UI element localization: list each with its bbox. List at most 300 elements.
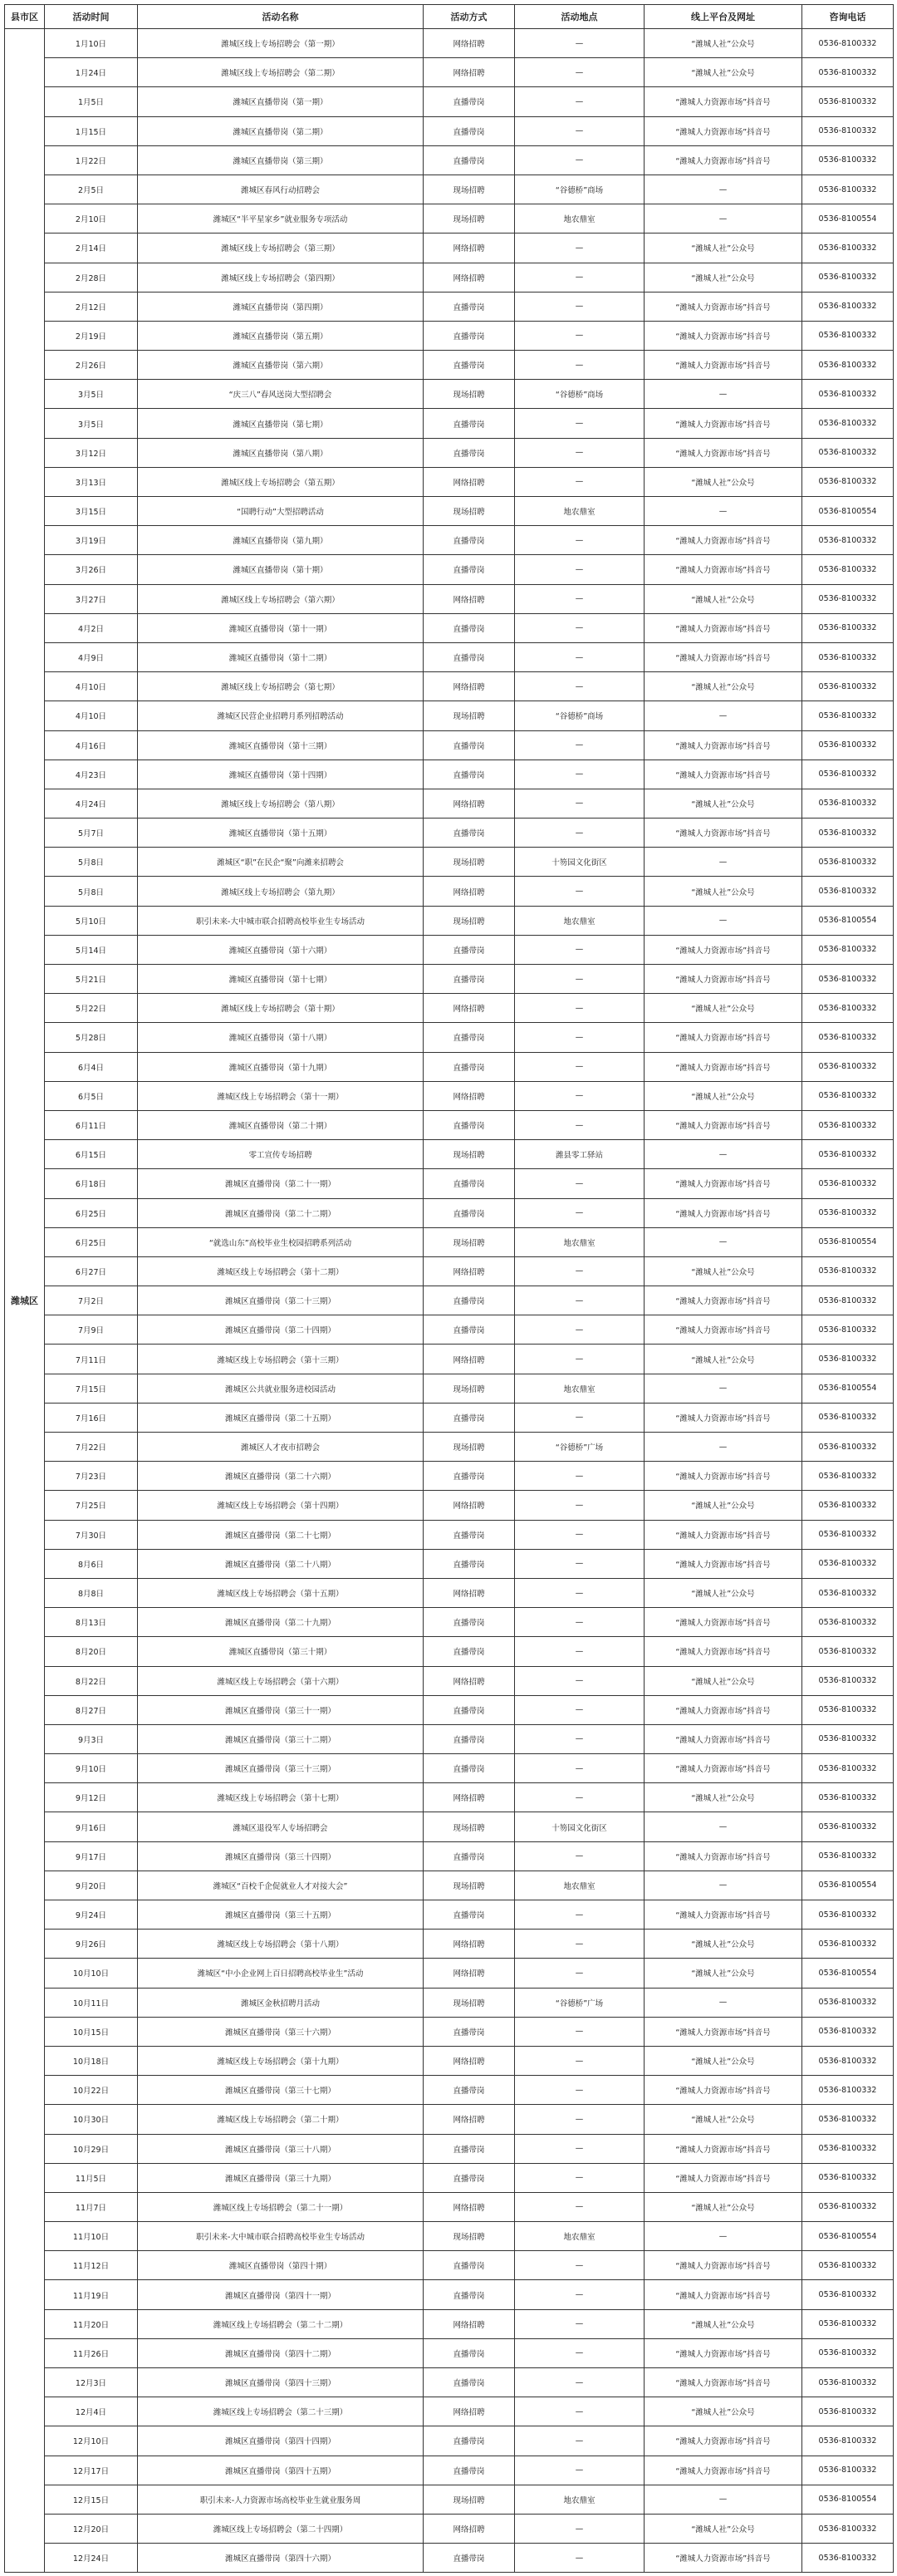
table-row <box>5 2280 894 2309</box>
table-row <box>5 2134 894 2163</box>
cell-method: 网络招聘 <box>424 1578 515 1607</box>
table-row <box>5 1403 894 1432</box>
cell-activity-name: 潍城区线上专场招聘会（第十八期） <box>138 1930 424 1959</box>
cell-date: 1月22日 <box>45 145 138 175</box>
cell-method: 直播带岗 <box>424 819 515 848</box>
cell-method: 现场招聘 <box>424 2485 515 2514</box>
cell-phone: 0536-8100332 <box>802 1754 894 1783</box>
cell-activity-name: 潍城区线上专场招聘会（第二十四期） <box>138 2514 424 2543</box>
cell-method: 直播带岗 <box>424 1724 515 1753</box>
cell-phone: 0536-8100332 <box>802 1198 894 1227</box>
cell-method: 现场招聘 <box>424 2222 515 2251</box>
cell-phone: 0536-8100332 <box>802 2105 894 2134</box>
cell-date: 8月8日 <box>45 1578 138 1607</box>
cell-phone: 0536-8100332 <box>802 1462 894 1491</box>
cell-county: 潍城区 <box>5 29 45 2573</box>
cell-activity-name: 潍城区人才夜市招聘会 <box>138 1433 424 1462</box>
table-row <box>5 380 894 409</box>
cell-date: 7月9日 <box>45 1315 138 1345</box>
cell-phone: 0536-8100332 <box>802 555 894 584</box>
cell-date: 2月10日 <box>45 204 138 234</box>
table-row <box>5 819 894 848</box>
cell-phone: 0536-8100332 <box>802 1608 894 1637</box>
table-body <box>5 29 894 2573</box>
cell-phone: 0536-8100332 <box>802 2251 894 2280</box>
cell-date: 12月24日 <box>45 2544 138 2573</box>
cell-venue: — <box>515 2105 645 2134</box>
cell-platform: “潍城人社”公众号 <box>645 1666 802 1695</box>
table-row <box>5 1724 894 1753</box>
table-row <box>5 1374 894 1403</box>
cell-phone: 0536-8100332 <box>802 1023 894 1052</box>
cell-activity-name: 零工宣传专场招聘 <box>138 1140 424 1169</box>
cell-method: 现场招聘 <box>424 204 515 234</box>
cell-phone: 0536-8100332 <box>802 234 894 263</box>
cell-platform: “潍城人力资源市场”抖音号 <box>645 1403 802 1432</box>
cell-date: 11月12日 <box>45 2251 138 2280</box>
cell-activity-name: 潍城区线上专场招聘会（第二十三期） <box>138 2397 424 2426</box>
cell-venue: — <box>515 351 645 380</box>
cell-venue: — <box>515 2397 645 2426</box>
cell-method: 直播带岗 <box>424 1754 515 1783</box>
cell-phone: 0536-8100332 <box>802 2456 894 2485</box>
cell-platform: “潍城人力资源市场”抖音号 <box>645 145 802 175</box>
cell-method: 网络招聘 <box>424 1666 515 1695</box>
cell-date: 5月21日 <box>45 965 138 994</box>
cell-venue: — <box>515 613 645 642</box>
cell-venue: — <box>515 1783 645 1812</box>
cell-platform: — <box>645 1871 802 1900</box>
cell-venue: — <box>515 642 645 671</box>
cell-method: 直播带岗 <box>424 2134 515 2163</box>
cell-method: 直播带岗 <box>424 1169 515 1198</box>
cell-method: 直播带岗 <box>424 730 515 760</box>
cell-venue: “谷德桥”商场 <box>515 701 645 730</box>
cell-phone: 0536-8100332 <box>802 701 894 730</box>
cell-method: 直播带岗 <box>424 1637 515 1666</box>
cell-method: 现场招聘 <box>424 1988 515 2017</box>
cell-venue: — <box>515 87 645 116</box>
cell-platform: — <box>645 701 802 730</box>
table-row <box>5 584 894 613</box>
cell-platform: “潍城人社”公众号 <box>645 2309 802 2338</box>
cell-venue: — <box>515 1900 645 1930</box>
cell-venue: — <box>515 2251 645 2280</box>
cell-platform: “潍城人力资源市场”抖音号 <box>645 2280 802 2309</box>
cell-phone: 0536-8100332 <box>802 1081 894 1110</box>
cell-activity-name: 潍城区直播带岗（第二十一期） <box>138 1169 424 1198</box>
cell-phone: 0536-8100332 <box>802 1578 894 1607</box>
cell-phone: 0536-8100554 <box>802 2222 894 2251</box>
table-row <box>5 1227 894 1256</box>
cell-activity-name: 潍城区“职”在民企“聚”向潍来招聘会 <box>138 848 424 877</box>
cell-venue: — <box>515 234 645 263</box>
cell-date: 9月24日 <box>45 1900 138 1930</box>
table-row <box>5 58 894 87</box>
cell-date: 3月12日 <box>45 438 138 467</box>
cell-platform: “潍城人社”公众号 <box>645 2105 802 2134</box>
cell-activity-name: 潍城区直播带岗（第三十四期） <box>138 1841 424 1871</box>
cell-venue: 地农鼎室 <box>515 1374 645 1403</box>
cell-phone: 0536-8100332 <box>802 730 894 760</box>
cell-phone: 0536-8100332 <box>802 613 894 642</box>
cell-method: 直播带岗 <box>424 292 515 321</box>
table-row <box>5 116 894 145</box>
cell-date: 9月26日 <box>45 1930 138 1959</box>
cell-date: 4月9日 <box>45 642 138 671</box>
cell-date: 3月26日 <box>45 555 138 584</box>
table-row <box>5 292 894 321</box>
cell-platform: “潍城人力资源市场”抖音号 <box>645 1637 802 1666</box>
cell-venue: — <box>515 1959 645 1988</box>
cell-method: 直播带岗 <box>424 321 515 350</box>
cell-venue: 地农鼎室 <box>515 2485 645 2514</box>
cell-phone: 0536-8100332 <box>802 877 894 906</box>
cell-venue: “谷德桥”广场 <box>515 1433 645 1462</box>
cell-phone: 0536-8100332 <box>802 116 894 145</box>
cell-venue: — <box>515 1491 645 1520</box>
cell-phone: 0536-8100332 <box>802 1315 894 1345</box>
cell-phone: 0536-8100332 <box>802 1841 894 1871</box>
table-row <box>5 29 894 58</box>
cell-date: 1月24日 <box>45 58 138 87</box>
table-row <box>5 994 894 1023</box>
cell-method: 网络招聘 <box>424 1491 515 1520</box>
table-row <box>5 321 894 350</box>
table-row <box>5 1345 894 1374</box>
cell-activity-name: 潍城区直播带岗（第三十七期） <box>138 2076 424 2105</box>
cell-venue: 十笏园文化街区 <box>515 848 645 877</box>
cell-method: 网络招聘 <box>424 994 515 1023</box>
cell-venue: — <box>515 292 645 321</box>
cell-venue: — <box>515 263 645 292</box>
cell-date: 1月15日 <box>45 116 138 145</box>
cell-activity-name: 潍城区线上专场招聘会（第十期） <box>138 994 424 1023</box>
cell-date: 3月13日 <box>45 467 138 496</box>
cell-date: 9月10日 <box>45 1754 138 1783</box>
cell-venue: — <box>515 116 645 145</box>
cell-phone: 0536-8100554 <box>802 1374 894 1403</box>
table-row <box>5 2046 894 2075</box>
cell-method: 网络招聘 <box>424 2514 515 2543</box>
cell-method: 网络招聘 <box>424 263 515 292</box>
table-row <box>5 2309 894 2338</box>
cell-activity-name: 潍城区直播带岗（第九期） <box>138 526 424 555</box>
table-row <box>5 1433 894 1462</box>
cell-venue: — <box>515 1023 645 1052</box>
cell-phone: 0536-8100332 <box>802 2368 894 2397</box>
cell-activity-name: 潍城区线上专场招聘会（第一期） <box>138 29 424 58</box>
table-row <box>5 2163 894 2192</box>
table-row <box>5 1052 894 1081</box>
cell-method: 直播带岗 <box>424 116 515 145</box>
cell-activity-name: 潍城区直播带岗（第三十一期） <box>138 1695 424 1724</box>
cell-date: 6月18日 <box>45 1169 138 1198</box>
table-row <box>5 1140 894 1169</box>
cell-date: 6月27日 <box>45 1256 138 1286</box>
cell-activity-name: 潍城区线上专场招聘会（第十四期） <box>138 1491 424 1520</box>
cell-date: 4月16日 <box>45 730 138 760</box>
cell-activity-name: 潍城区直播带岗（第四十五期） <box>138 2456 424 2485</box>
cell-phone: 0536-8100332 <box>802 2309 894 2338</box>
table-row <box>5 1871 894 1900</box>
cell-method: 现场招聘 <box>424 1374 515 1403</box>
cell-venue: — <box>515 672 645 701</box>
table-row <box>5 497 894 526</box>
table-row <box>5 1959 894 1988</box>
cell-platform: — <box>645 1812 802 1841</box>
cell-date: 7月15日 <box>45 1374 138 1403</box>
cell-date: 7月2日 <box>45 1286 138 1315</box>
table-row <box>5 2456 894 2485</box>
cell-method: 直播带岗 <box>424 760 515 789</box>
cell-activity-name: 潍城区直播带岗（第三十六期） <box>138 2017 424 2046</box>
cell-date: 9月20日 <box>45 1871 138 1900</box>
cell-method: 网络招聘 <box>424 1783 515 1812</box>
cell-phone: 0536-8100332 <box>802 2544 894 2573</box>
cell-activity-name: 潍城区“半平星家乡”就业服务专项活动 <box>138 204 424 234</box>
cell-method: 直播带岗 <box>424 1110 515 1139</box>
table-row <box>5 2544 894 2573</box>
cell-date: 4月2日 <box>45 613 138 642</box>
table-row <box>5 701 894 730</box>
cell-platform: “潍城人社”公众号 <box>645 2514 802 2543</box>
cell-phone: 0536-8100332 <box>802 2134 894 2163</box>
table-row <box>5 2017 894 2046</box>
cell-venue: — <box>515 438 645 467</box>
table-row <box>5 965 894 994</box>
table-row <box>5 2397 894 2426</box>
table-row <box>5 1783 894 1812</box>
cell-method: 网络招聘 <box>424 1930 515 1959</box>
cell-venue: — <box>515 1724 645 1753</box>
cell-method: 直播带岗 <box>424 1315 515 1345</box>
cell-activity-name: 潍城区线上专场招聘会（第二十二期） <box>138 2309 424 2338</box>
table-row <box>5 848 894 877</box>
cell-activity-name: 潍城区线上专场招聘会（第四期） <box>138 263 424 292</box>
cell-method: 直播带岗 <box>424 1052 515 1081</box>
table-row <box>5 642 894 671</box>
table-row <box>5 613 894 642</box>
cell-platform: — <box>645 497 802 526</box>
cell-venue: — <box>515 409 645 438</box>
cell-venue: — <box>515 1052 645 1081</box>
cell-venue: — <box>515 1169 645 1198</box>
cell-phone: 0536-8100332 <box>802 2163 894 2192</box>
cell-platform: “潍城人社”公众号 <box>645 58 802 87</box>
cell-phone: 0536-8100332 <box>802 1256 894 1286</box>
cell-activity-name: 潍城区直播带岗（第三十期） <box>138 1637 424 1666</box>
table-row <box>5 1110 894 1139</box>
cell-venue: — <box>515 760 645 789</box>
cell-phone: 0536-8100332 <box>802 292 894 321</box>
cell-activity-name: 潍城区线上专场招聘会（第十三期） <box>138 1345 424 1374</box>
cell-activity-name: 潍城区线上专场招聘会（第十六期） <box>138 1666 424 1695</box>
cell-method: 直播带岗 <box>424 2368 515 2397</box>
cell-platform: “潍城人社”公众号 <box>645 234 802 263</box>
table-row <box>5 2222 894 2251</box>
cell-method: 网络招聘 <box>424 2046 515 2075</box>
cell-venue: — <box>515 1520 645 1549</box>
cell-platform: “潍城人力资源市场”抖音号 <box>645 1754 802 1783</box>
cell-method: 直播带岗 <box>424 1286 515 1315</box>
cell-method: 直播带岗 <box>424 87 515 116</box>
cell-date: 6月25日 <box>45 1198 138 1227</box>
cell-date: 7月25日 <box>45 1491 138 1520</box>
cell-date: 7月23日 <box>45 1462 138 1491</box>
cell-method: 直播带岗 <box>424 1841 515 1871</box>
cell-venue: — <box>515 1081 645 1110</box>
cell-phone: 0536-8100332 <box>802 438 894 467</box>
cell-date: 6月25日 <box>45 1227 138 1256</box>
cell-date: 3月27日 <box>45 584 138 613</box>
cell-date: 10月30日 <box>45 2105 138 2134</box>
cell-platform: “潍城人社”公众号 <box>645 877 802 906</box>
cell-phone: 0536-8100332 <box>802 526 894 555</box>
table-row <box>5 526 894 555</box>
cell-activity-name: 潍城区直播带岗（第十一期） <box>138 613 424 642</box>
cell-date: 9月17日 <box>45 1841 138 1871</box>
cell-date: 10月22日 <box>45 2076 138 2105</box>
cell-phone: 0536-8100332 <box>802 1286 894 1315</box>
cell-phone: 0536-8100332 <box>802 467 894 496</box>
cell-method: 直播带岗 <box>424 1198 515 1227</box>
cell-venue: — <box>515 2456 645 2485</box>
header-row <box>5 5 894 29</box>
cell-phone: 0536-8100554 <box>802 2485 894 2514</box>
cell-activity-name: 潍城区民营企业招聘月系列招聘活动 <box>138 701 424 730</box>
cell-method: 直播带岗 <box>424 2544 515 2573</box>
cell-platform: “潍城人力资源市场”抖音号 <box>645 1549 802 1578</box>
cell-activity-name: 潍城区直播带岗（第四期） <box>138 292 424 321</box>
table-row <box>5 1608 894 1637</box>
cell-method: 直播带岗 <box>424 1695 515 1724</box>
cell-phone: 0536-8100332 <box>802 789 894 818</box>
cell-phone: 0536-8100554 <box>802 1227 894 1256</box>
cell-phone: 0536-8100332 <box>802 1520 894 1549</box>
cell-date: 12月4日 <box>45 2397 138 2426</box>
table-row <box>5 409 894 438</box>
cell-phone: 0536-8100332 <box>802 1433 894 1462</box>
cell-venue: — <box>515 2163 645 2192</box>
cell-method: 网络招聘 <box>424 672 515 701</box>
cell-activity-name: 潍城区线上专场招聘会（第七期） <box>138 672 424 701</box>
cell-venue: — <box>515 584 645 613</box>
cell-phone: 0536-8100332 <box>802 145 894 175</box>
cell-method: 直播带岗 <box>424 2456 515 2485</box>
cell-date: 5月10日 <box>45 906 138 935</box>
cell-venue: — <box>515 555 645 584</box>
cell-date: 8月13日 <box>45 1608 138 1637</box>
table-row <box>5 2251 894 2280</box>
cell-activity-name: 潍城区直播带岗（第二十六期） <box>138 1462 424 1491</box>
cell-activity-name: 潍城区线上专场招聘会（第十九期） <box>138 2046 424 2075</box>
cell-activity-name: 潍城区线上专场招聘会（第二期） <box>138 58 424 87</box>
cell-venue: — <box>515 1110 645 1139</box>
cell-venue: — <box>515 321 645 350</box>
cell-activity-name: 潍城区直播带岗（第四十三期） <box>138 2368 424 2397</box>
cell-platform: “潍城人力资源市场”抖音号 <box>645 1023 802 1052</box>
cell-phone: 0536-8100332 <box>802 2280 894 2309</box>
cell-activity-name: 潍城区线上专场招聘会（第十一期） <box>138 1081 424 1110</box>
cell-date: 7月30日 <box>45 1520 138 1549</box>
cell-venue: 地农鼎室 <box>515 906 645 935</box>
cell-venue: 地农鼎室 <box>515 497 645 526</box>
cell-method: 直播带岗 <box>424 1403 515 1432</box>
cell-platform: “潍城人力资源市场”抖音号 <box>645 351 802 380</box>
cell-platform: “潍城人社”公众号 <box>645 1345 802 1374</box>
cell-platform: — <box>645 906 802 935</box>
cell-method: 直播带岗 <box>424 526 515 555</box>
cell-activity-name: 潍城区直播带岗（第一期） <box>138 87 424 116</box>
cell-activity-name: 潍城区“中小企业网上百日招聘高校毕业生”活动 <box>138 1959 424 1988</box>
cell-date: 7月22日 <box>45 1433 138 1462</box>
cell-venue: — <box>515 2338 645 2367</box>
cell-phone: 0536-8100332 <box>802 2514 894 2543</box>
cell-venue: — <box>515 1754 645 1783</box>
cell-venue: — <box>515 1930 645 1959</box>
cell-platform: — <box>645 380 802 409</box>
cell-date: 5月14日 <box>45 935 138 964</box>
cell-venue: — <box>515 994 645 1023</box>
cell-venue: — <box>515 1549 645 1578</box>
cell-method: 直播带岗 <box>424 1900 515 1930</box>
cell-platform: “潍城人社”公众号 <box>645 1783 802 1812</box>
cell-platform: “潍城人力资源市场”抖音号 <box>645 1052 802 1081</box>
cell-venue: “谷德桥”商场 <box>515 175 645 204</box>
cell-date: 2月19日 <box>45 321 138 350</box>
cell-method: 网络招聘 <box>424 2192 515 2221</box>
table-row <box>5 351 894 380</box>
cell-activity-name: 潍城区直播带岗（第七期） <box>138 409 424 438</box>
cell-platform: “潍城人社”公众号 <box>645 584 802 613</box>
table-row <box>5 438 894 467</box>
cell-activity-name: 潍城区直播带岗（第十八期） <box>138 1023 424 1052</box>
cell-date: 11月19日 <box>45 2280 138 2309</box>
cell-venue: — <box>515 1462 645 1491</box>
cell-activity-name: 潍城区线上专场招聘会（第十七期） <box>138 1783 424 1812</box>
cell-activity-name: 潍城区线上专场招聘会（第九期） <box>138 877 424 906</box>
cell-platform: “潍城人力资源市场”抖音号 <box>645 292 802 321</box>
table-row <box>5 467 894 496</box>
cell-method: 现场招聘 <box>424 1140 515 1169</box>
cell-activity-name: “就选山东”高校毕业生校园招聘系列活动 <box>138 1227 424 1256</box>
table-row <box>5 1900 894 1930</box>
cell-venue: — <box>515 965 645 994</box>
cell-platform: “潍城人社”公众号 <box>645 2397 802 2426</box>
table-row <box>5 1286 894 1315</box>
cell-activity-name: 潍城区直播带岗（第二十七期） <box>138 1520 424 1549</box>
cell-method: 现场招聘 <box>424 1433 515 1462</box>
cell-method: 直播带岗 <box>424 2426 515 2456</box>
cell-venue: — <box>515 1403 645 1432</box>
cell-activity-name: 潍城区直播带岗（第四十四期） <box>138 2426 424 2456</box>
cell-phone: 0536-8100332 <box>802 1900 894 1930</box>
cell-phone: 0536-8100332 <box>802 1140 894 1169</box>
cell-activity-name: 潍城区直播带岗（第十五期） <box>138 819 424 848</box>
cell-phone: 0536-8100332 <box>802 672 894 701</box>
cell-activity-name: 潍城区“百校千企促就业人才对接大会” <box>138 1871 424 1900</box>
cell-activity-name: 潍城区直播带岗（第四十六期） <box>138 2544 424 2573</box>
cell-date: 1月10日 <box>45 29 138 58</box>
cell-platform: “潍城人力资源市场”抖音号 <box>645 935 802 964</box>
cell-platform: — <box>645 2222 802 2251</box>
cell-method: 直播带岗 <box>424 438 515 467</box>
cell-activity-name: “庆三八”春风送岗大型招聘会 <box>138 380 424 409</box>
cell-date: 2月28日 <box>45 263 138 292</box>
cell-activity-name: 潍城区直播带岗（第五期） <box>138 321 424 350</box>
table-row <box>5 2485 894 2514</box>
